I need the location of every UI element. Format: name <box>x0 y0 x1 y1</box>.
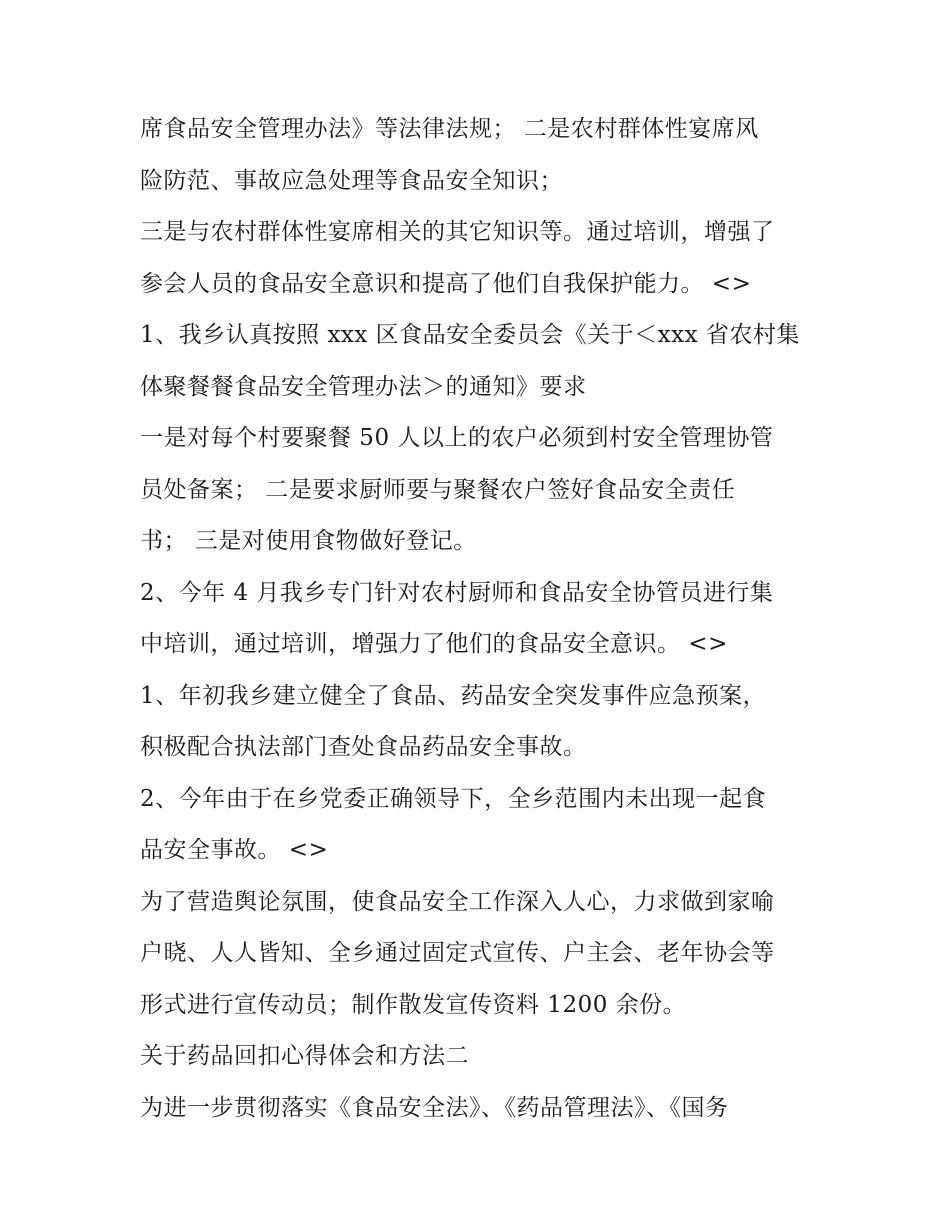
text-line: 体聚餐餐食品安全管理办法＞的通知》要求 <box>140 373 587 400</box>
text-line: 中培训，通过培训，增强力了他们的食品安全意识。 <> <box>140 631 728 657</box>
text-line: 员处备案； 二是要求厨师要与聚餐农户签好食品安全责任 <box>140 476 736 503</box>
text-line: 1、我乡认真按照 xxx 区食品安全委员会《关于＜xxx 省农村集 <box>140 322 800 348</box>
text-line: 参会人员的食品安全意识和提高了他们自我保护能力。 <> <box>140 270 752 297</box>
text-line: 三是与农村群体性宴席相关的其它知识等。通过培训，增强了 <box>140 219 775 245</box>
text-line: 形式进行宣传动员；制作散发宣传资料 1200 余份。 <box>140 991 687 1018</box>
text-line: 书； 三是对使用食物做好登记。 <box>140 528 477 554</box>
text-line: 2、今年由于在乡党委正确领导下，全乡范围内未出现一起食 <box>140 785 767 812</box>
text-line: 为进一步贯彻落实《食品安全法》、《药品管理法》、《国务 <box>140 1094 729 1121</box>
text-line: 户晓、人人皆知、全乡通过固定式宣传、户主会、老年协会等 <box>140 940 775 966</box>
text-line: 席食品安全管理办法》等法律法规； 二是农村群体性宴席风 <box>140 116 759 142</box>
document-body <box>140 104 830 1134</box>
text-line: 2、今年 4 月我乡专门针对农村厨师和食品安全协管员进行集 <box>140 579 774 606</box>
text-line: 为了营造舆论氛围，使食品安全工作深入人心，力求做到家喻 <box>140 888 775 915</box>
text-line: 品安全事故。 <> <box>140 837 329 863</box>
text-line: 一是对每个村要聚餐 50 人以上的农户必须到村安全管理协管 <box>140 425 774 451</box>
text-line: 1、年初我乡建立健全了食品、药品安全突发事件应急预案， <box>140 682 767 709</box>
text-line: 险防范、事故应急处理等食品安全知识； <box>140 167 563 194</box>
text-line: 积极配合执法部门查处食品药品安全事故。 <box>140 734 587 760</box>
section-heading: 关于药品回扣心得体会和方法二 <box>140 1043 469 1069</box>
